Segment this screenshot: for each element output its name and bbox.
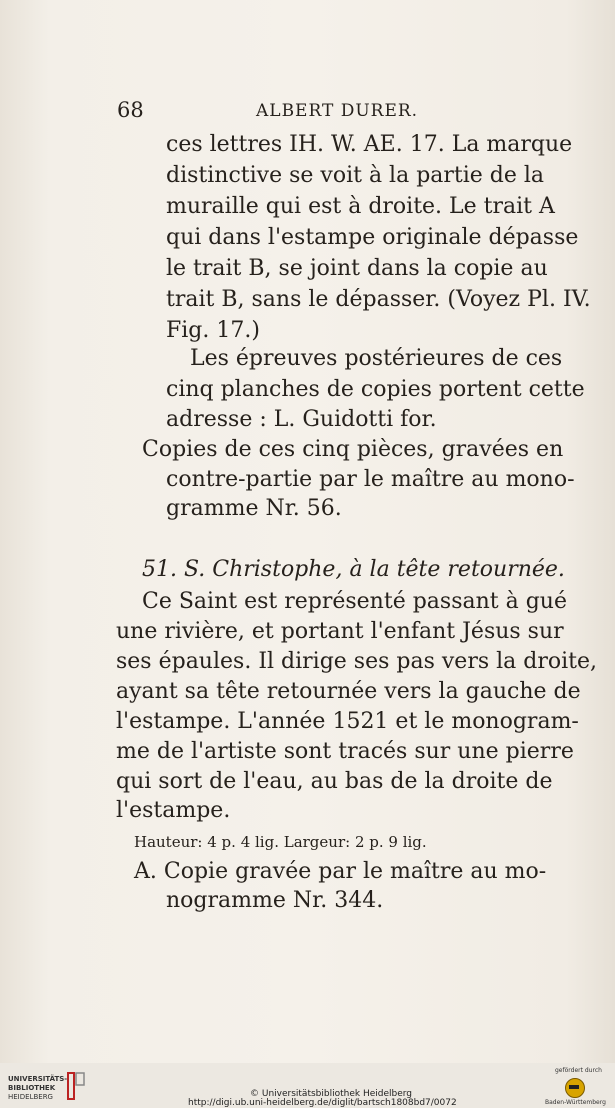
text-line: Fig. 17.) <box>166 318 260 343</box>
library-name-line: HEIDELBERG <box>8 1093 53 1101</box>
text-line: le trait B, se joint dans la copie au <box>166 256 548 281</box>
sponsor-name: Baden-Württemberg <box>545 1099 606 1106</box>
text-line: gramme Nr. 56. <box>166 496 342 521</box>
text-line: cinq planches de copies portent cette <box>166 377 585 402</box>
text-line: muraille qui est à droite. Le trait A <box>166 194 555 219</box>
text-line: l'estampe. <box>116 798 231 823</box>
text-line: nogramme Nr. 344. <box>166 888 384 913</box>
sponsor-block <box>545 1067 609 1107</box>
state-seal-icon <box>565 1078 585 1098</box>
text-line: trait B, sans le dépasser. (Voyez Pl. IV. <box>166 287 591 312</box>
text-line: contre-partie par le maître au mono- <box>166 467 575 492</box>
text-line: Les épreuves postérieures de ces <box>190 346 563 371</box>
text-line: ses épaules. Il dirige ses pas vers la droite, <box>116 649 598 674</box>
text-line: me de l'artiste sont tracés sur une pierre <box>116 739 574 764</box>
library-name-line: BIBLIOTHEK <box>8 1084 56 1092</box>
text-line: une rivière, et portant l'enfant Jésus sur <box>116 619 564 644</box>
text-line: Ce Saint est représenté passant à gué <box>142 589 567 614</box>
running-header: ALBERT DURER. <box>256 101 419 121</box>
text-line: distinctive se voit à la partie de la <box>166 163 545 188</box>
text-line: A. Copie gravée par le maître au mo- <box>134 859 547 884</box>
text-line: l'estampe. L'année 1521 et le monogram- <box>116 709 579 734</box>
page-number: 68 <box>117 98 144 122</box>
text-line: qui dans l'estampe originale dépasse <box>166 225 579 250</box>
library-name-line: UNIVERSITÄTS- <box>8 1075 68 1083</box>
section-heading: 51. S. Christophe, à la tête retournée. <box>142 557 565 582</box>
text-line: Copies de ces cinq pièces, gravées en <box>142 437 564 462</box>
text-line: ces lettres IH. W. AE. 17. La marque <box>166 132 573 157</box>
footer-bar <box>0 1063 615 1108</box>
dimensions-line: Hauteur: 4 p. 4 lig. Largeur: 2 p. 9 lig. <box>134 833 427 851</box>
funded-by-text: gefördert durch <box>555 1067 602 1074</box>
source-url-link[interactable]: http://digi.ub.uni-heidelberg.de/diglit/bartsch1808bd7/0072 <box>188 1098 457 1108</box>
text-line: ayant sa tête retournée vers la gauche de <box>116 679 581 704</box>
library-emblem-icon <box>66 1071 86 1101</box>
text-line: adresse : L. Guidotti for. <box>166 407 437 432</box>
copyright-text: © Universitätsbibliothek Heidelberg <box>250 1089 413 1099</box>
text-line: qui sort de l'eau, au bas de la droite de <box>116 769 553 794</box>
